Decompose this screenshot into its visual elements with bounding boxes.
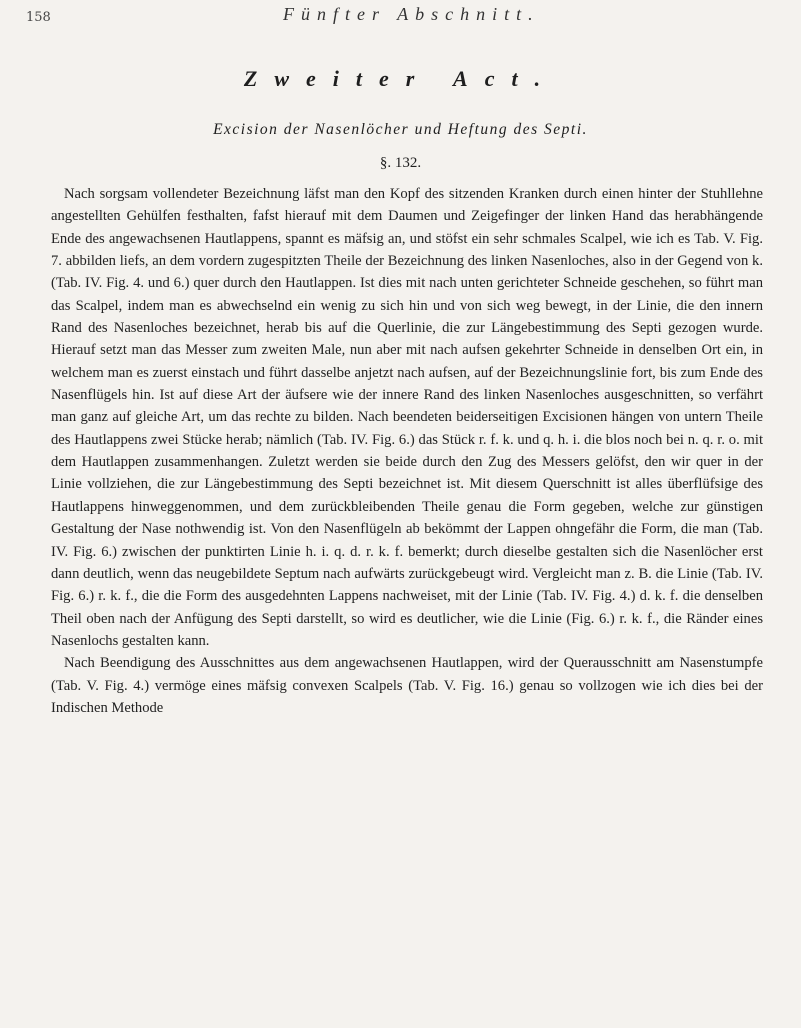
section-number: §. 132.: [379, 155, 422, 171]
paragraph-2: Nach Beendigung des Ausschnittes aus dem angewachsenen Hautlappen, wird der Querausschnitt am Nasenstumpfe (Tab. V. Fig. 4.) vermöge eines mäfsig convexen Scalpels (Tab. V. Fig. 16.) genau so vollzogen wie ich dies bei der Indischen Methode: [51, 655, 763, 716]
body-text: [51, 183, 763, 719]
paragraph-1: Nach sorgsam vollendeter Bezeichnung läfst man den Kopf des sitzenden Kranken durch einen hinter der Stuhllehne angestellten Gehülfen festhalten, fafst hierauf mit dem Daumen und Zeigefinger der linken Hand das herabhängende Ende des angewachsenen Hautlappens, spannt es mäfsig an, und stöfst ein sehr schmales Scalpel, wie ich es Tab. V. Fig. 7. abbilden liefs, an dem vordern zugespitzten Theile der Bezeichnung des linken Nasenloches, also in der Gegend von k. (Tab. IV. Fig. 4. und 6.) quer durch den Hautlappen. Ist dies mit nach unten gerichteter Schneide geschehen, so führt man das Scalpel, indem man es abwechselnd ein wenig zu sich hin und von sich weg bewegt, in der Linie, die den innern Rand des Nasenloches bezeichnet, herab bis auf die Querlinie, die zur Längebestimmung des Septi gezogen wurde. Hierauf setzt man das Messer zum zweiten Male, nun aber mit nach aufsen gekehrter Schneide in denselben Ort ein, in welchem man es zuerst einstach und führt dasselbe anjetzt nach aufsen, auf der Bezeichnungslinie fort, bis zum Ende des Nasenflügels hin. Ist auf diese Art der äufsere wie der innere Rand des linken Nasenloches ausgeschnitten, so verfährt man ganz auf gleiche Art, um das rechte zu bilden. Nach beendeten beiderseitigen Excisionen hängen von untern Theile des Hautlappens zwei Stücke herab; nämlich (Tab. IV. Fig. 6.) das Stück r. f. k. und q. h. i. die blos noch bei n. q. r. o. mit dem Hautlappen zusammenhangen. Zuletzt werden sie beide durch den Zug des Messers gelöfst, den wir quer in der Linie vollziehen, die zur Längebestimmung des Septi bezeichnet ist. Mit diesem Querschnitt ist alles überflüfsige des Hautlappens hinweggenommen, und dem zurückbleibenden Theile genau die Form gegeben, welche zur günstigen Gestaltung der Nase nothwendig ist. Von den Nasenflügeln ab bekömmt der Lappen ohngefähr die Form, die man (Tab. IV. Fig. 6.) zwischen der punktirten Linie h. i. q. d. r. k. f. bemerkt; durch dieselbe gestalten sich die Nasenlöcher erst dann deutlich, wenn das neugebildete Septum nach aufwärts zurückgebeugt wird. Vergleicht man z. B. die Linie (Tab. IV. Fig. 6.) r. k. f., die die Form des ausgedehnten Lappens nachweiset, mit der Linie (Tab. IV. Fig. 4.) d. k. f. die denselben Theil oben nach der Anfügung des Septi darstellt, so wird es deutlicher, wie die Linie (Fig. 6.) r. k. f., die Ränder eines Nasenlochs gestalten kann.: [51, 186, 763, 649]
page-number: 158: [26, 10, 51, 25]
act-title: Zweiter Act.: [243, 66, 558, 91]
running-head: Fünfter Abschnitt.: [283, 4, 540, 24]
section-subtitle: Excision der Nasenlöcher und Heftung des Septi.: [213, 121, 588, 138]
